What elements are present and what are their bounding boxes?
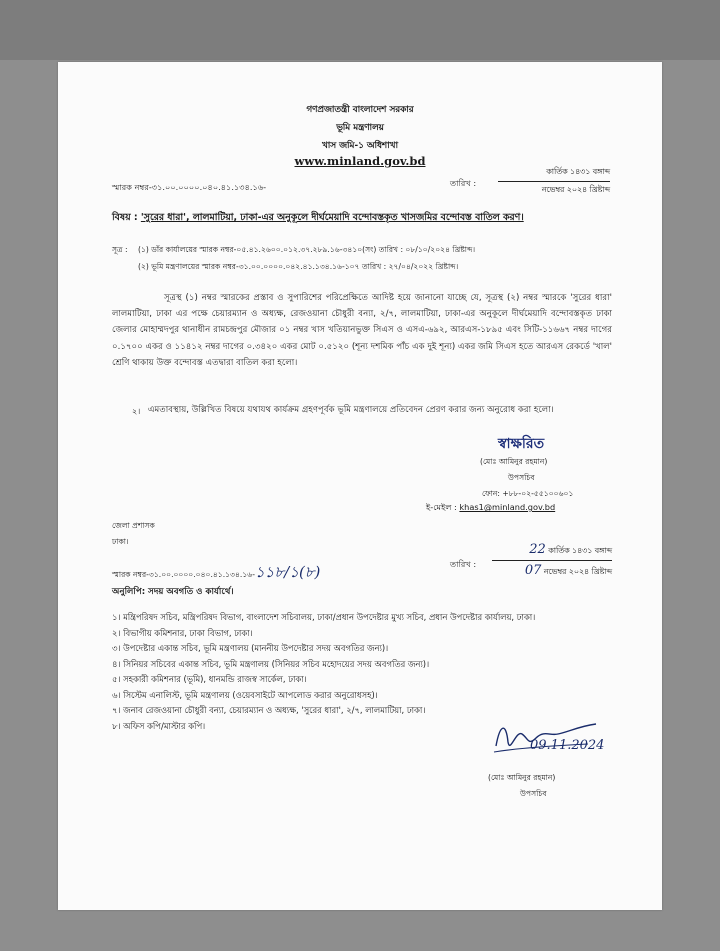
handwritten-day-bangla: 22	[529, 542, 546, 557]
background-strip	[0, 0, 720, 60]
copy-item-1: ১। মন্ত্রিপরিষদ সচিব, মন্ত্রিপরিষদ বিভাগ, বাংলাদেশ সচিবালয়, ঢাকা/প্রধান উপদেষ্টার মুখ্য সচিব, প্রধান উপদেষ্টার কার্যালয়, ঢাকা।	[112, 612, 536, 622]
signatory-name-2: (মোঃ আমিনুর রহমান)	[488, 773, 556, 782]
copy-item-2: ২। বিভাগীয় কমিশনার, ঢাকা বিভাগ, ঢাকা।	[112, 627, 253, 638]
copy-item-8: ৮। অফিস কপি/মাস্টার কপি।	[112, 720, 206, 731]
date-label-2: তারিখ :	[450, 559, 477, 569]
copy-item-5: ৫। সহকারী কমিশনার (ভূমি), ধানমন্ডি রাজস্ব সার্কেল, ঢাকা।	[112, 674, 307, 684]
date-box	[498, 166, 610, 197]
email-link[interactable]: khas1@minland.gov.bd	[459, 502, 556, 512]
body-paragraph-1: সূত্রস্থ (১) নম্বর স্মারকের প্রস্তাব ও সুপারিশের পরিপ্রেক্ষিতে আদিষ্ট হয়ে জানানো যাচ্ছে যে, সূত্রস্থ (২) নম্বর স্মারকে 'সুরের ধারা' লালমাটিয়া, ঢাকা এর পক্ষে চেয়ারম্যান ও অধ্যক্ষ, রেজওয়ানা চৌধুরী বন্যা, ২/৭, লালমাটিয়া, ঢাকা-এর অনুকূলে দীর্ঘমেয়াদি বন্দোবস্তকৃত ঢাকা জেলার মোহাম্মদপুর থানাধীন রামচন্দ্রপুর মৌজার ০১ নম্বর খাস খতিয়ানভুক্ত সিএস ও এসএ-৬৯২, আরএস-১৮৯৫ এবং সিটি-১১৬৬৭ নম্বর দাগের ০.১৭০০ একর ও ১১৪১২ নম্বর দাগের ০.৩৪২০ একর মোট ০.৫১২০ (শূন্য দশমিক পাঁচ এক দুই শূন্য) একর জমি সিএস হতে আরএস রেকর্ডে 'খাল' শ্রেণি থাকায় উক্ত বন্দোবস্ত এতদ্বারা বাতিল করা হলো।	[112, 293, 612, 368]
copy-title: অনুলিপি: সদয় অবগতি ও কার্যার্থে।	[112, 587, 234, 597]
handwritten-day-english: 07	[524, 563, 542, 578]
date-english-2	[492, 561, 612, 579]
date-bangla-2	[492, 542, 612, 561]
subject-label: বিষয় :	[112, 212, 138, 223]
header-website-link[interactable]: www.minland.gov.bd	[294, 154, 426, 168]
date-english-2-text: নভেম্বর ২০২৪ খ্রিষ্টাব্দ	[543, 567, 612, 576]
recipient-line-1: জেলা প্রশাসক	[112, 521, 155, 530]
signatory-designation-2: উপসচিব	[520, 789, 547, 798]
date-bangla-2-text: কার্তিক ১৪৩১ বঙ্গাব্দ	[548, 546, 612, 555]
header-ministry: ভূমি মন্ত্রণালয়	[336, 123, 384, 133]
memo-number: স্মারক নম্বর-৩১.০০.০০০০.০৪০.৪১.১৩৪.১৬-	[112, 182, 267, 192]
email-line	[426, 502, 555, 515]
recipient-line-2: ঢাকা।	[112, 537, 129, 546]
phone-number: ফোন: +৮৮-০২-৫৫১০০৬০১	[482, 489, 574, 498]
date-bangla: কার্তিক ১৪৩১ বঙ্গাব্দ	[498, 166, 610, 182]
reference-item-2: (২) ভূমি মন্ত্রণালয়ের স্মারক নম্বর-৩১.০০.০০০০.০৪২.৪১.১৩৪.১৬-১০৭ তারিখ : ২৭/০৪/২০২২ খ্রিষ্টাব্দ।	[138, 262, 459, 271]
date-english: নভেম্বর ২০২৪ খ্রিষ্টাব্দ	[541, 185, 610, 194]
signatory-name: (মোঃ আমিনুর রহমান)	[480, 457, 548, 466]
signatory-designation: উপসচিব	[508, 473, 535, 482]
date-label: তারিখ :	[450, 178, 477, 188]
copy-item-6: ৬। সিস্টেম এনালিস্ট, ভূমি মন্ত্রণালয় (ওয়েবসাইটে আপলোড করার অনুরোধসহ)।	[112, 689, 378, 700]
paragraph-2-number: ২।	[132, 406, 141, 416]
document-page	[58, 62, 662, 910]
memo-number-2-text: স্মারক নম্বর-৩১.০০.০০০০.০৪০.৪১.১৩৪.১৬-	[112, 570, 255, 579]
subject-line	[112, 210, 524, 225]
email-label: ই-মেইল :	[426, 502, 457, 512]
signed-stamp: স্বাক্ষরিত	[498, 436, 545, 452]
date-box-2	[492, 542, 612, 579]
copy-item-3: ৩। উপদেষ্টার একান্ত সচিব, ভূমি মন্ত্রণালয় (মাননীয় উপদেষ্টার সদয় অবগতির জন্য)।	[112, 643, 389, 653]
handwritten-date: 09.11.2024	[530, 738, 605, 753]
body-paragraph-2: এমতাবস্থায়, উল্লিখিত বিষয়ে যথাযথ কার্যক্রম গ্রহণপূর্বক ভূমি মন্ত্রণালয়ে প্রতিবেদন প্রেরণ করার জন্য অনুরোধ করা হলো।	[148, 405, 554, 415]
reference-item-1: (১) ডাঁর কার্যালয়ের স্মারক নম্বর-০৫.৪১.২৬০০.০১২.৩৭.২৮৯.১৬-৩৪১০(সং) তারিখ : ০৮/১০/২০২৪ খ্রিষ্টাব্দ।	[138, 245, 476, 254]
copy-item-4: ৪। সিনিয়র সচিবের একান্ত সচিব, ভূমি মন্ত্রণালয় (সিনিয়র সচিব মহোদয়ের সদয় অবগতির জন্য)।	[112, 658, 430, 669]
reference-label: সূত্র :	[112, 245, 128, 254]
handwritten-memo-number: ১১৮/১(৮)	[254, 563, 321, 581]
subject-text: 'সুরের ধারা', লালমাটিয়া, ঢাকা-এর অনুকূলে দীর্ঘমেয়াদি বন্দোবস্তকৃত খাসজমির বন্দোবস্ত বাতিল করণ।	[140, 212, 524, 223]
header-section: খাস জমি-১ অধিশাখা	[321, 141, 399, 151]
memo-number-2	[112, 561, 320, 586]
header-government: গণপ্রজাতন্ত্রী বাংলাদেশ সরকার	[306, 105, 414, 115]
copy-item-7: ৭। জনাব রেজওয়ানা চৌধুরী বন্যা, চেয়ারম্যান ও অধ্যক্ষ, 'সুরের ধারা', ২/৭, লালমাটিয়া, ঢাকা।	[112, 705, 426, 715]
